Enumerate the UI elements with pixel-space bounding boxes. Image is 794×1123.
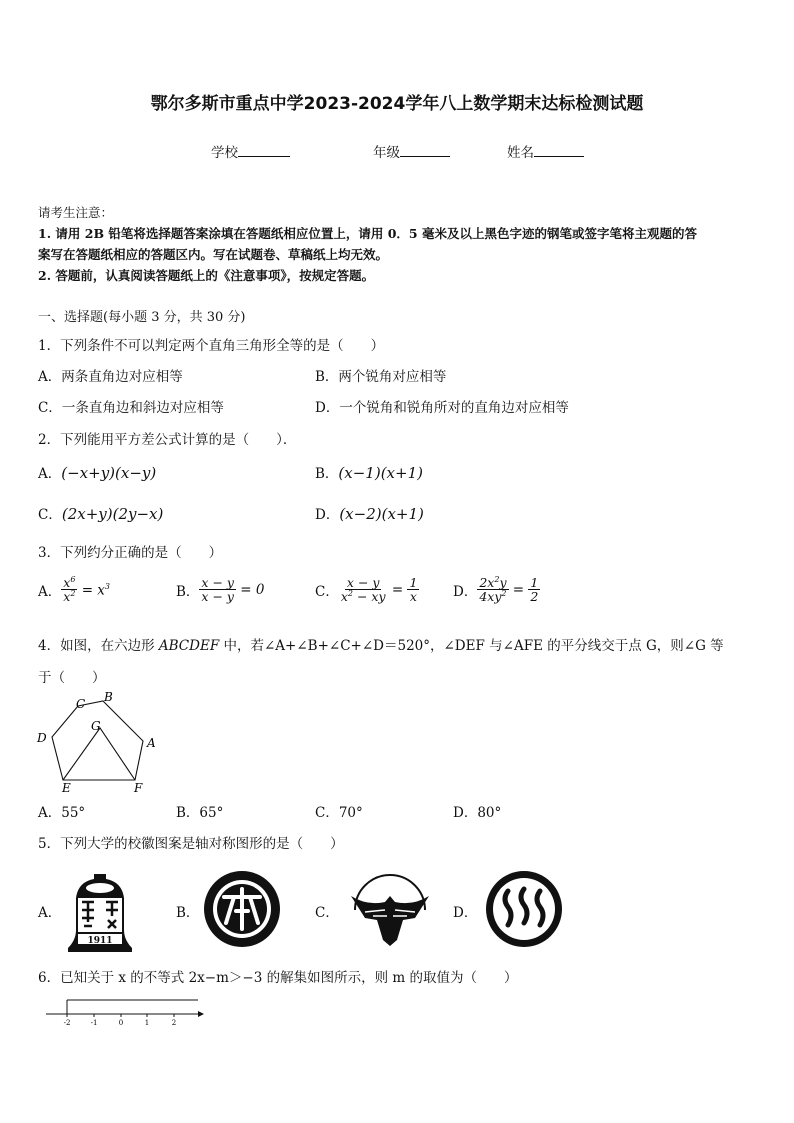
- q1-option-c: C．一条直角边和斜边对应相等: [38, 400, 224, 416]
- school-field: 学校: [211, 141, 290, 161]
- q4-option-b: B．65°: [176, 805, 224, 821]
- hexagon-label-a: A: [147, 736, 156, 750]
- hexagon-label-b: B: [104, 690, 113, 704]
- q1-stem: 1．下列条件不可以判定两个直角三角形全等的是（ ）: [38, 338, 385, 354]
- number-line-tick-label: -2: [63, 1019, 71, 1027]
- q4-stem-line-1: 4．如图，在六边形 ABCDEF 中，若∠A+∠B+∠C+∠D＝520°，∠DEF 与∠AFE 的平分线交于点 G，则∠G 等: [38, 638, 724, 654]
- notice-heading: 请考生注意：: [38, 205, 114, 220]
- notice-line-1: 1. 请用 2B 铅笔将选择题答案涂填在答题纸相应位置上，请用 0．5 毫米及以上黑色字迹的钢笔或签字笔将主观题的答: [38, 226, 697, 241]
- q3-option-b: B． $\frac{x - y}{x - y}$ = 0: [176, 575, 265, 605]
- q3-stem: 3．下列约分正确的是（ ）: [38, 545, 223, 561]
- notice-line-3: 2. 答题前，认真阅读答题纸上的《注意事项》，按规定答题。: [38, 268, 375, 283]
- grade-field: 年级: [373, 141, 450, 161]
- number-line-tick-label: 2: [171, 1019, 177, 1027]
- q5-option-a-label: A．: [38, 905, 62, 921]
- number-line-tick-label: 0: [118, 1019, 124, 1027]
- hexagon-label-c: C: [76, 697, 86, 711]
- q3-option-c: C． $\frac{x - y}{x^2 - xy}$ = $\frac{1}{x}$: [315, 575, 418, 605]
- number-line-tick-label: 1: [144, 1019, 150, 1027]
- q3-option-a: A． $\frac{x^6}{x^2}$ = $x^3$: [38, 575, 111, 605]
- hexagon-label-e: E: [62, 781, 71, 794]
- hexagon-figure: [34, 690, 166, 794]
- page-title: 鄂尔多斯市重点中学2023-2024学年八上数学期末达标检测试题: [150, 94, 644, 114]
- wave-emblem-icon: [484, 869, 564, 949]
- q2-stem: 2．下列能用平方差公式计算的是（ ）．: [38, 432, 297, 448]
- svg-text:1911: 1911: [87, 936, 113, 946]
- q2-option-d: D．(x−2)(x+1): [315, 505, 424, 523]
- q5-option-d-label: D．: [453, 905, 478, 921]
- q4-option-d: D．80°: [453, 805, 502, 821]
- q6-stem: 6．已知关于 x 的不等式 2x−m＞−3 的解集如图所示，则 m 的取值为（ ）: [38, 970, 518, 986]
- hexagon-label-g: G: [91, 719, 101, 733]
- eagle-emblem-icon: [345, 866, 435, 950]
- q4-option-a: A．55°: [38, 805, 86, 821]
- hexagon-label-f: F: [134, 781, 143, 794]
- number-line-figure: [40, 992, 205, 1028]
- q2-option-b: B．(x−1)(x+1): [315, 464, 423, 482]
- q5-option-c-label: C．: [315, 905, 339, 921]
- q4-option-c: C．70°: [315, 805, 363, 821]
- name-field: 姓名: [507, 141, 584, 161]
- section-heading: 一、选择题(每小题 3 分，共 30 分): [38, 310, 246, 325]
- q2-option-a: A．(−x+y)(x−y): [38, 464, 157, 482]
- q5-option-b-label: B．: [176, 905, 200, 921]
- hexagon-label-d: D: [37, 731, 47, 745]
- notice-line-2: 案写在答题纸相应的答题区内。写在试题卷、草稿纸上均无效。: [38, 247, 389, 262]
- q1-option-d: D．一个锐角和锐角所对的直角边对应相等: [315, 400, 569, 416]
- q2-option-c: C．(2x+y)(2y−x): [38, 505, 164, 523]
- tsinghua-emblem-icon: [64, 870, 136, 956]
- q3-option-d: D． $\frac{2x^2y}{4xy^2}$ = $\frac{1}{2}$: [453, 575, 539, 605]
- peking-emblem-icon: [202, 869, 282, 949]
- q1-option-a: A．两条直角边对应相等: [38, 369, 183, 385]
- number-line-tick-label: -1: [90, 1019, 98, 1027]
- q5-stem: 5．下列大学的校徽图案是轴对称图形的是（ ）: [38, 836, 344, 852]
- q1-option-b: B．两个锐角对应相等: [315, 369, 447, 385]
- q4-stem-line-2: 于（ ）: [38, 670, 106, 686]
